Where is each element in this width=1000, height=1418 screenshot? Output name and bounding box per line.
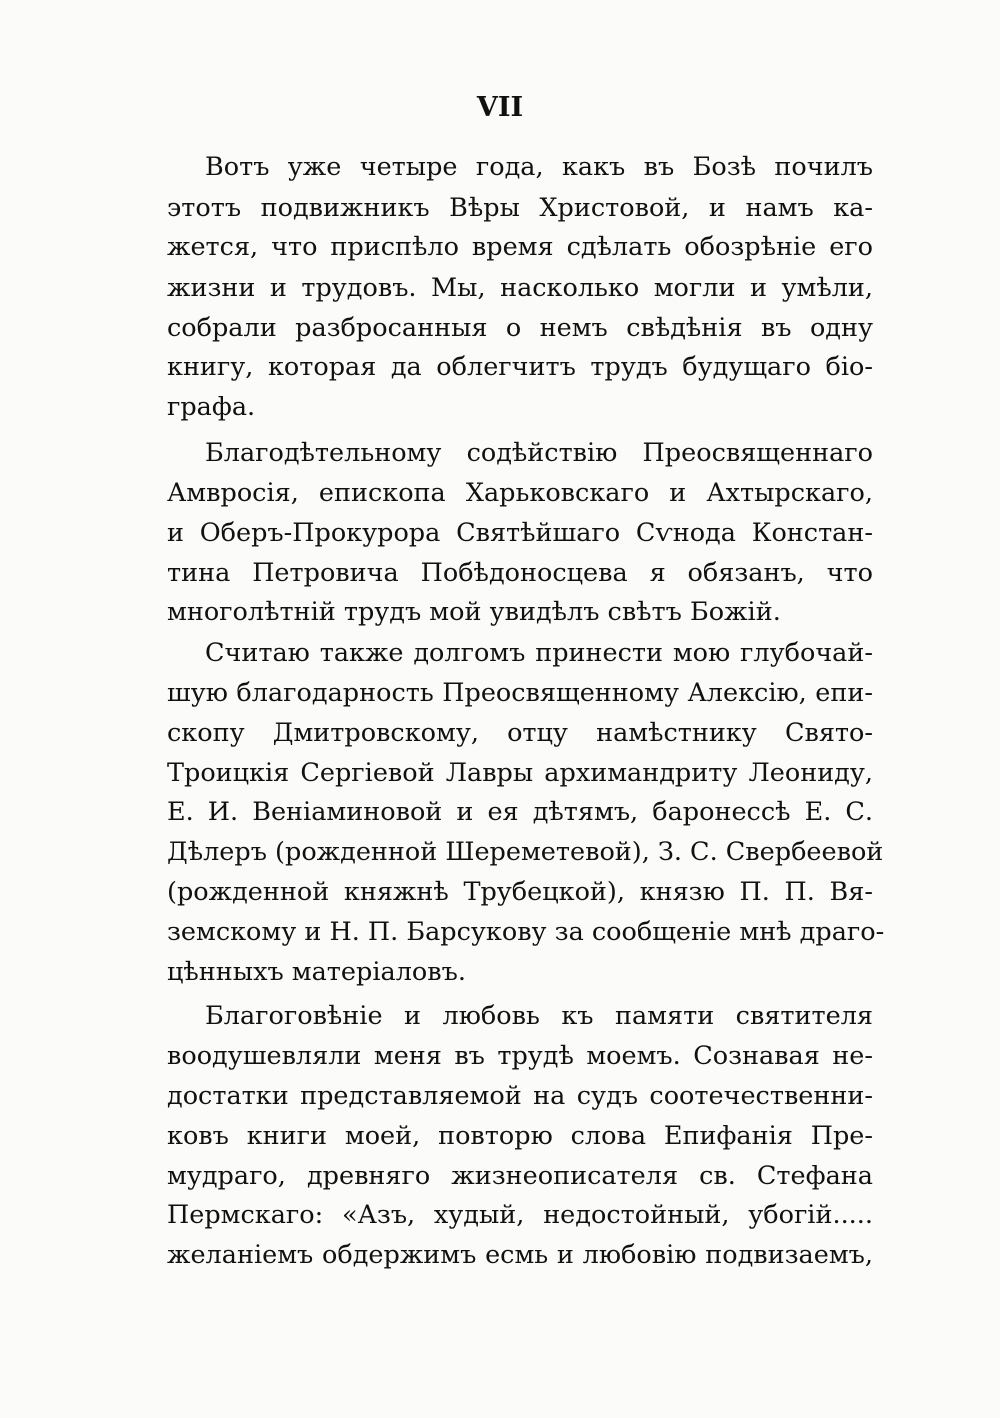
text-line: (рожденной княжнѣ Трубецкой), князю П. П. Вя- xyxy=(167,877,873,907)
text-line: желаніемъ обдержимъ есмь и любовію подвизаемъ, xyxy=(167,1240,873,1270)
text-line: жется, что приспѣло время сдѣлать обозрѣніе его xyxy=(167,232,873,262)
text-line: книгу, которая да облегчитъ трудъ будущаго біо- xyxy=(167,352,873,382)
text-line: этотъ подвижникъ Вѣры Христовой, и намъ ка- xyxy=(167,193,873,223)
text-line: Дѣлеръ (рожденной Шереметевой), З. С. Свербеевой xyxy=(167,837,884,867)
text-line: тина Петровича Побѣдоносцева я обязанъ, что xyxy=(167,558,873,588)
page-number: VII xyxy=(476,92,524,123)
text-line: и Оберъ-Прокурора Святѣйшаго Сѵнода Констан- xyxy=(167,518,873,548)
text-line: цѣнныхъ матеріаловъ. xyxy=(167,957,466,987)
text-line: собрали разбросанныя о немъ свѣдѣнія въ одну xyxy=(167,313,873,343)
text-line: Вотъ уже четыре года, какъ въ Бозѣ почилъ xyxy=(205,152,873,182)
text-line: Амвросія, епископа Харьковскаго и Ахтырскаго, xyxy=(167,478,873,508)
text-line: жизни и трудовъ. Мы, насколько могли и умѣли, xyxy=(167,273,873,303)
text-line: шую благодарность Преосвященному Алексію, епи- xyxy=(167,678,873,708)
text-line: графа. xyxy=(167,392,256,422)
text-line: скопу Дмитровскому, отцу намѣстнику Свято- xyxy=(167,718,873,748)
text-line: достатки представляемой на судъ соотечественни- xyxy=(167,1081,873,1111)
text-line: ковъ книги моей, повторю слова Епифанія Пре- xyxy=(167,1121,873,1151)
text-line: Считаю также долгомъ принести мою глубочай- xyxy=(205,638,873,668)
text-line: Пермскаго: «Азъ, худый, недостойный, убогій..... xyxy=(167,1200,873,1230)
text-line: земскому и Н. П. Барсукову за сообщеніе мнѣ драго- xyxy=(167,917,885,947)
text-line: воодушевляли меня въ трудѣ моемъ. Сознавая не- xyxy=(167,1041,873,1071)
text-line: Е. И. Веніаминовой и ея дѣтямъ, баронессѣ Е. С. xyxy=(167,797,873,827)
text-line: Благоговѣніе и любовь къ памяти святителя xyxy=(205,1001,873,1031)
text-line: многолѣтній трудъ мой увидѣлъ свѣтъ Божій. xyxy=(167,597,781,627)
text-line: мудраго, древняго жизнеописателя св. Стефана xyxy=(167,1161,873,1191)
text-line: Благодѣтельному содѣйствію Преосвященнаго xyxy=(205,438,873,468)
text-line: Троицкія Сергіевой Лавры архимандриту Леониду, xyxy=(167,758,873,788)
